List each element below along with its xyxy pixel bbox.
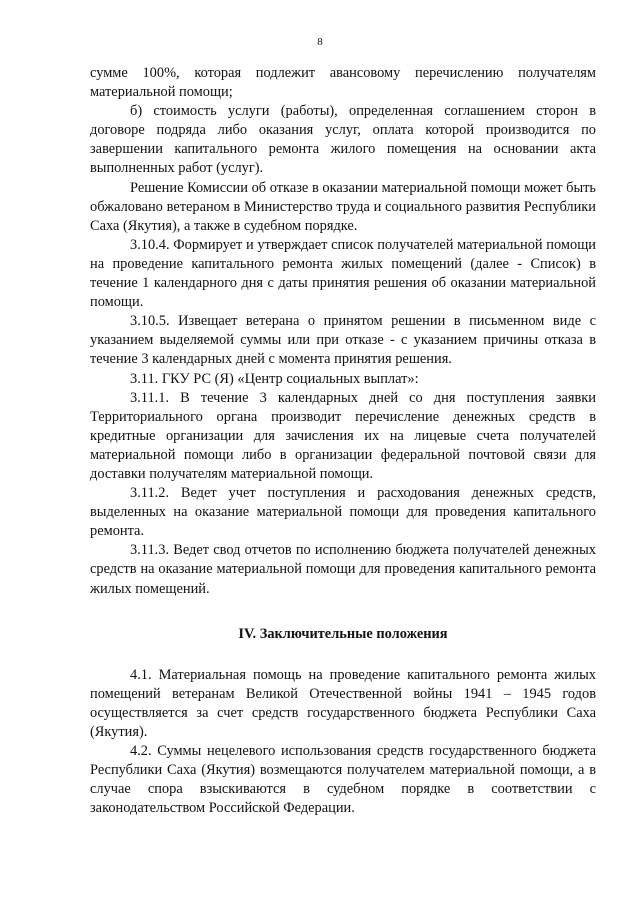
paragraph: 3.10.5. Извещает ветерана о принятом решении в письменном виде с указанием выделяемой суммы или при отказе - с указанием причины отказа в течение 3 календарных дней с момента принятия решения. [90,313,596,368]
paragraph: 3.11.2. Ведет учет поступления и расходования денежных средств, выделенных на оказание материальной помощи для проведения капитального ремонта. [90,485,596,540]
document-body [90,64,596,818]
paragraph: 3.11. ГКУ РС (Я) «Центр социальных выплат»: [130,370,419,387]
paragraph: б) стоимость услуги (работы), определенная соглашением сторон в договоре подряда либо оказания услуг, оплата которой производится по завершении капитального ремонта жилого помещения на основании акта выполненных работ (услуг). [90,103,596,177]
paragraph: 4.2. Суммы нецелевого использования средств государственного бюджета Республики Саха (Якутия) возмещаются получателем материальной помощи, а в случае спора взыскиваются в судебном порядке в соответствии с законодательством Российской Федерации. [90,743,596,817]
paragraph: 3.11.3. Ведет свод отчетов по исполнению бюджета получателей денежных средств на оказание материальной помощи для проведения капитального ремонта жилых помещений. [90,542,596,597]
paragraph: 4.1. Материальная помощь на проведение капитального ремонта жилых помещений ветеранам Великой Отечественной войны 1941 – 1945 годов осуществляется за счет средств государственного бюджета Республики Саха (Якутия). [90,666,596,740]
paragraph: 3.10.4. Формирует и утверждает список получателей материальной помощи на проведение капитального ремонта жилых помещений (далее - Список) в течение 1 календарного дня с даты принятия решения об оказании материальной помощи. [90,236,596,311]
paragraph: Решение Комиссии об отказе в оказании материальной помощи может быть обжаловано ветераном в Министерство труда и социального развития Республики Саха (Якутия), а также в судебном порядке. [90,179,596,234]
paragraph: 3.11.1. В течение 3 календарных дней со дня поступления заявки Территориального органа производит перечисление денежных средств в кредитные организации для зачисления их на лицевые счета получателей материальной помощи либо в организации федеральной почтовой связи для доставки получателям материальной помощи. [90,389,596,482]
paragraph: сумме 100%, которая подлежит авансовому перечислению получателям материальной помощи; [90,65,596,101]
section-heading: IV. Заключительные положения [238,625,448,642]
page-number: 8 [317,36,323,48]
